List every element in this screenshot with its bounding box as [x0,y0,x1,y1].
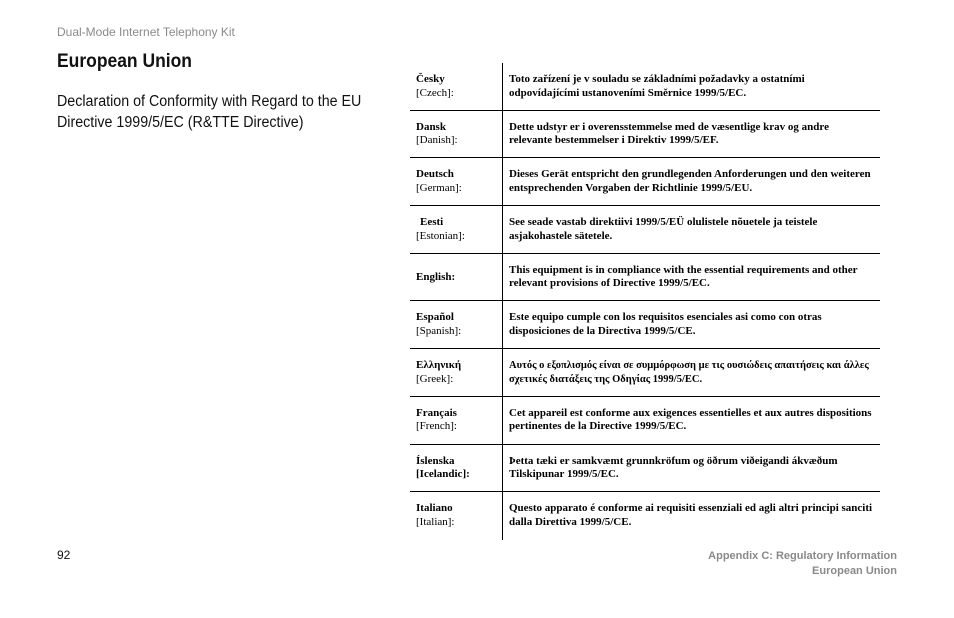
language-cell [416,407,500,434]
table-row [410,492,880,540]
declaration-text: Αυτός ο εξοπλισμός είναι σε συμμόρφωση με τις ουσιώδεις απαιτήσεις και άλλες σχετικές διατάξεις της Οδηγίας 1999/5/EC. [509,360,869,385]
language-english: [Czech]: [416,86,454,99]
language-native: Eesti [420,216,444,229]
language-native: Español [416,311,454,324]
language-cell [416,168,500,195]
language-english: [French]: [416,420,457,433]
language-english: [Greek]: [416,372,454,385]
footer-section: European Union [812,565,897,577]
table-row [410,445,880,493]
language-english: [Estonian]: [416,229,465,242]
declaration-text: Dieses Gerät entspricht den grundlegenden Anforderungen und den weiteren entsprechenden Vorgaben der Richtlinie 1999/5/EU. [509,168,871,194]
language-cell [416,359,500,386]
language-cell [416,455,500,482]
language-cell [416,311,500,338]
language-native: Ελληνική [416,359,462,372]
language-cell [416,121,500,148]
table-row [410,397,880,445]
language-native: Italiano [416,502,453,515]
language-native: Français [416,406,457,419]
language-english: [Spanish]: [416,324,462,337]
declaration-text: Þetta tæki er samkvæmt grunnkröfum og öðrum viðeigandi ákvæðum Tilskipunar 1999/5/EC. [509,454,838,480]
language-english: [Danish]: [416,134,458,147]
declaration-text: Dette udstyr er i overensstemmelse med de væsentlige krav og andre relevante bestemmelser i Direktiv 1999/5/EF. [509,120,829,147]
table-row [410,111,880,159]
page-footer [708,549,897,579]
language-native: Česky [416,73,445,85]
language-native: English: [416,270,456,283]
declaration-text: Questo apparato é conforme ai requisiti essenziali ed agli altri principi sanciti dalla Direttiva 1999/5/CE. [509,502,873,528]
declaration-text: See seade vastab direktiivi 1999/5/EÜ olulistele nõuetele ja teistele asjakohastele sätetele. [509,216,818,242]
table-row [410,206,880,254]
section-subtitle: Declaration of Conformity with Regard to the EU Directive 1999/5/EC (R&TTE Directive) [57,93,362,131]
language-cell [416,216,500,243]
language-cell [416,73,500,100]
language-native: Dansk [416,120,446,133]
page-number: 92 [57,548,71,562]
declaration-text: Cet appareil est conforme aux exigences essentielles et aux autres dispositions pertinentes de la Directive 1999/5/EC. [509,406,872,433]
declaration-text: Este equipo cumple con los requisitos esenciales asi como con otras disposiciones de la Directiva 1999/5/CE. [509,311,822,337]
table-row [410,63,880,111]
table-row [410,158,880,206]
footer-appendix: Appendix C: Regulatory Information [708,550,897,562]
language-cell [416,271,500,285]
language-english: [Icelandic]: [416,468,470,480]
language-english: [German]: [416,181,462,194]
declaration-text: Toto zařízení je v souladu se základními požadavky a ostatními odpovídajícími ustanoveními Směrnice 1999/5/EC. [509,73,805,99]
declaration-table [410,63,880,540]
language-cell [416,502,500,529]
declaration-text: This equipment is in compliance with the essential requirements and other relevant provisions of Directive 1999/5/EC. [509,263,858,290]
table-row [410,301,880,349]
table-row [410,254,880,302]
language-native: Íslenska [416,454,455,467]
running-header: Dual-Mode Internet Telephony Kit [57,25,235,39]
section-title: European Union [57,51,192,72]
language-native: Deutsch [416,168,454,181]
table-row [410,349,880,397]
language-english: [Italian]: [416,515,455,528]
